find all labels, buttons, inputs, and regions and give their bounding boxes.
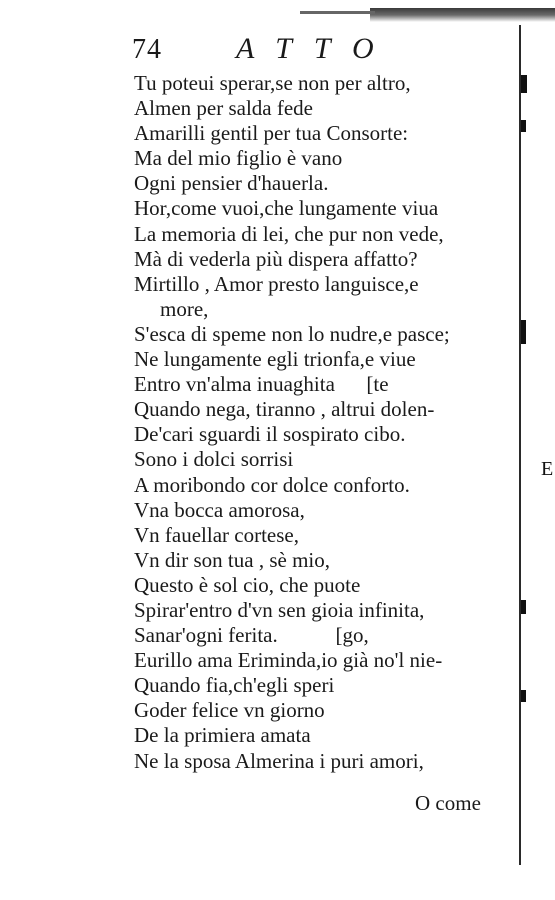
verse-line: Ne la sposa Almerina i puri amori, — [134, 748, 424, 773]
verse-line: Goder felice vn giorno — [134, 698, 325, 723]
verse-line: more, — [160, 296, 209, 321]
gutter-rule — [519, 25, 521, 865]
verse-line: S'esca di speme non lo nudre,e pasce; — [134, 321, 450, 346]
verse-line: Hor,come vuoi,che lungamente viua — [134, 196, 439, 221]
verse-line: Quando fia,ch'egli speri — [134, 673, 335, 698]
verse-line: Sanar'ogni ferita. [go, — [134, 623, 369, 648]
verse-line: Mà di vederla più dispera affatto? — [134, 246, 418, 271]
verse-line: Ogni pensier d'hauerla. — [134, 171, 329, 196]
gutter-mark — [521, 120, 526, 132]
running-head: ATTO — [236, 32, 396, 65]
page-top-edge-line — [300, 11, 375, 14]
page-number: 74 — [132, 34, 162, 65]
verse-line: Entro vn'alma inuaghita [te — [134, 372, 389, 397]
gutter-mark — [521, 690, 526, 702]
verse-line: Amarilli gentil per tua Consorte: — [134, 121, 409, 146]
verse-line: Questo è sol cio, che puote — [134, 572, 361, 597]
verse-line: Sono i dolci sorrisi — [134, 447, 294, 472]
verse-line: Spirar'entro d'vn sen gioia infinita, — [134, 597, 425, 622]
catchword: O come — [415, 791, 481, 815]
verse-line: De la primiera amata — [134, 723, 311, 748]
gutter-mark — [521, 75, 527, 93]
page-header — [132, 34, 512, 70]
verse-line: De'cari sguardi il sospirato cibo. — [134, 422, 406, 447]
verse-line: Quando nega, tiranno , altrui dolen- — [134, 397, 435, 422]
verse-line: Eurillo ama Eriminda,io già no'l nie- — [134, 648, 443, 673]
verse-line: Vn dir son tua , sè mio, — [134, 547, 330, 572]
page-top-edge — [370, 8, 555, 22]
verse-text — [134, 71, 519, 774]
verse-line: A moribondo cor dolce conforto. — [134, 472, 410, 497]
verse-line: Almen per salda fede — [134, 96, 314, 121]
verse-line: Ne lungamente egli trionfa,e viue — [134, 347, 416, 372]
facing-page-letter: E — [541, 458, 554, 480]
verse-line: Mirtillo , Amor presto languisce,e — [134, 271, 419, 296]
gutter-mark — [521, 600, 526, 614]
verse-line: Ma del mio figlio è vano — [134, 146, 343, 171]
verse-line: La memoria di lei, che pur non vede, — [134, 221, 444, 246]
gutter-mark — [521, 320, 526, 344]
verse-line: Vna bocca amorosa, — [134, 497, 305, 522]
verse-line: Vn fauellar cortese, — [134, 522, 299, 547]
verse-line: Tu poteui sperar,se non per altro, — [134, 71, 411, 95]
